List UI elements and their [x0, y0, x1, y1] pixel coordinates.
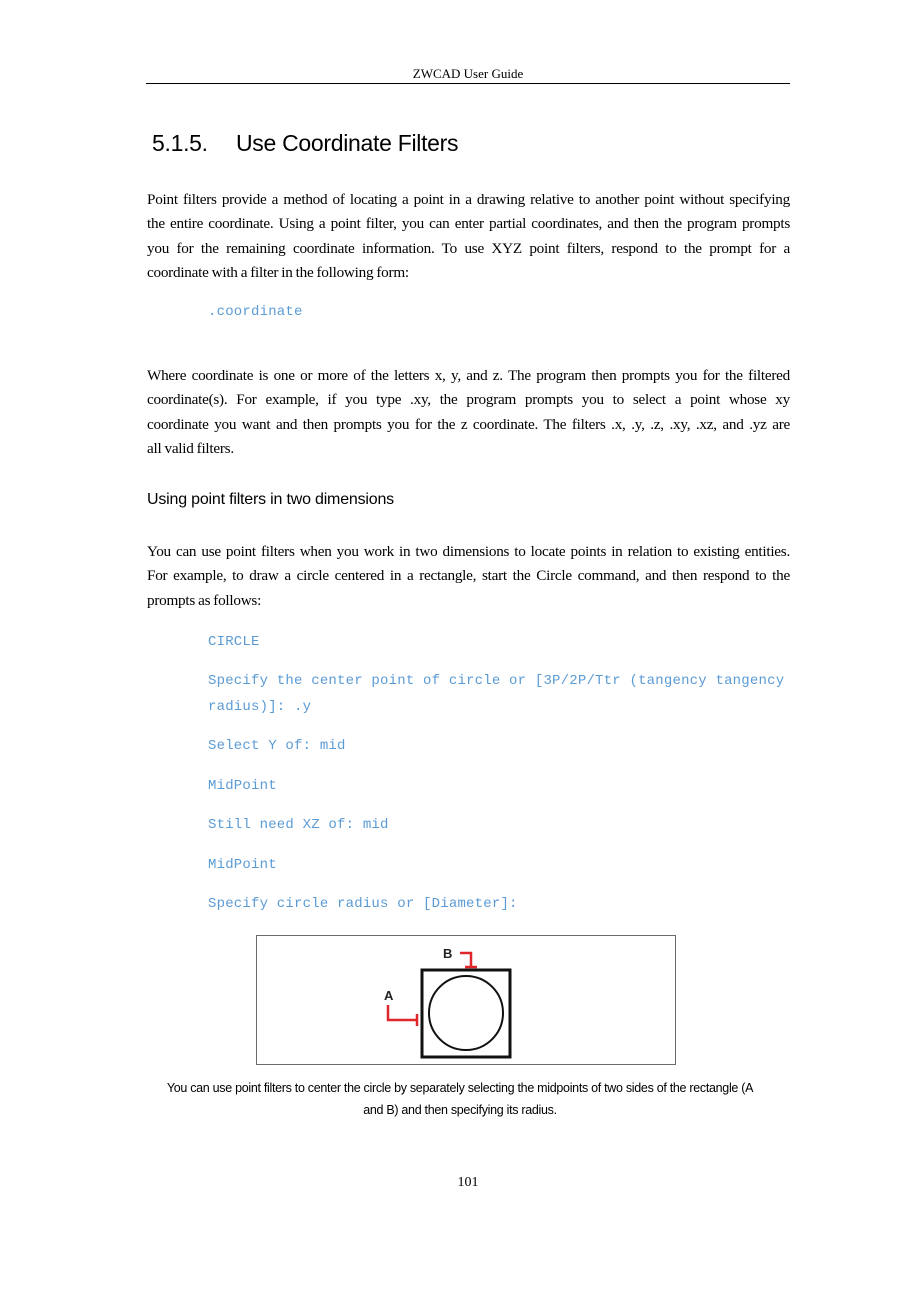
text-line: You can use point filters when you work in two dimensions to locate points in relation to existing entities.	[147, 543, 790, 560]
text-line: Point filters provide a method of locating a point in a drawing relative to another point without specifying	[147, 191, 790, 208]
filter-form-code: .coordinate	[208, 304, 303, 320]
command-prompt-midpoint-2: MidPoint	[208, 857, 277, 873]
circle-in-rectangle-figure	[256, 935, 676, 1065]
section-title: Use Coordinate Filters	[236, 130, 459, 156]
circle-shape	[429, 976, 503, 1050]
midpoint-marker-b	[460, 953, 477, 967]
text-line: the entire coordinate. Using a point filter, you can enter partial coordinates, and then the program prompts	[147, 215, 790, 233]
section-heading	[152, 128, 458, 158]
command-prompt-select-y: Select Y of: mid	[208, 738, 346, 754]
text-line: all valid filters.	[147, 439, 234, 457]
label-b: B	[443, 946, 453, 961]
figure-caption	[130, 1077, 790, 1121]
command-prompt-center-point: Specify the center point of circle or [3P/2P/Ttr (tangency tangency	[208, 673, 785, 689]
two-d-paragraph	[147, 540, 790, 613]
text-line: you for the remaining coordinate information. To use XYZ point filters, respond to the prompt for a	[147, 239, 790, 257]
caption-line: You can use point filters to center the circle by separately selecting the midpoints of two sides of the rectangle (A	[166, 1081, 754, 1095]
section-number: 5.1.5.	[152, 130, 208, 156]
command-prompt-still-need-xz: Still need XZ of: mid	[208, 817, 389, 833]
text-line: coordinate you want and then prompts you for the z coordinate. The filters .x, .y, .z, .xy, .xz, and .yz are	[147, 415, 790, 433]
midpoint-marker-a	[388, 1005, 417, 1026]
intro-paragraph	[147, 188, 790, 285]
command-prompt-radius: Specify circle radius or [Diameter]:	[208, 896, 518, 912]
subsection-heading: Using point filters in two dimensions	[147, 491, 394, 508]
text-line: prompts as follows:	[147, 591, 262, 609]
page-header	[146, 66, 790, 84]
command-prompt-midpoint-1: MidPoint	[208, 778, 277, 794]
label-a: A	[384, 988, 394, 1003]
caption-line: and B) and then specifying its radius.	[363, 1103, 557, 1117]
rectangle-shape	[422, 970, 510, 1057]
text-line: coordinate(s). For example, if you type .xy, the program prompts you to select a point whose xy	[147, 391, 790, 409]
explanation-paragraph	[147, 364, 790, 461]
figure-drawing	[257, 936, 677, 1066]
page-number: 101	[457, 1175, 479, 1190]
command-prompt-circle: CIRCLE	[208, 634, 260, 650]
command-prompt-center-point-cont: radius)]: .y	[208, 699, 312, 715]
document-title: ZWCAD User Guide	[412, 66, 524, 81]
text-line: coordinate with a filter in the following form:	[147, 263, 409, 281]
text-line: For example, to draw a circle centered in a rectangle, start the Circle command, and then respond to the	[147, 567, 790, 585]
text-line: Where coordinate is one or more of the letters x, y, and z. The program then prompts you for the filtered	[147, 367, 790, 384]
